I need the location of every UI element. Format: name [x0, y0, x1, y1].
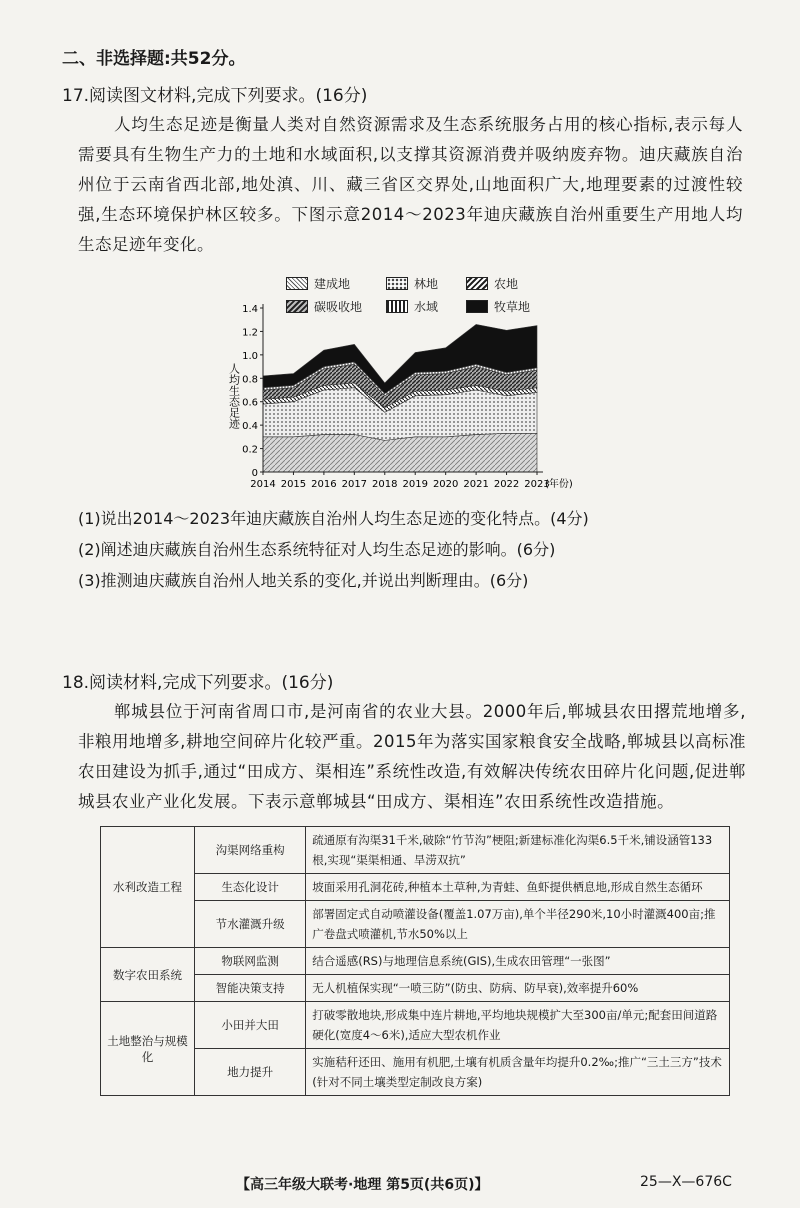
table-item-name: 智能决策支持: [194, 975, 305, 1002]
table-item-desc: 无人机植保实现“一喷三防”(防虫、防病、防早衰),效率提升60%: [306, 975, 730, 1002]
question-18-heading: 18.阅读材料,完成下列要求。(16分): [62, 673, 334, 693]
section-title: 二、非选择题:共52分。: [62, 49, 246, 69]
y-tick-label: 0: [251, 468, 258, 479]
legend-built-land: 建成地: [286, 275, 386, 292]
page-footer: 【高三年级大联考·地理 第5页(共6页)】: [236, 1177, 489, 1193]
table-item-desc: 打破零散地块,形成集中连片耕地,平均地块规模扩大至300亩/单元;配套田间道路硬化(宽度4～6米),适应大型农机作业: [306, 1002, 730, 1049]
table-row: [101, 975, 730, 1002]
ecological-footprint-chart: [200, 300, 573, 500]
y-tick-label: 1.4: [242, 304, 258, 315]
table-category: 数字农田系统: [101, 948, 195, 1002]
x-tick-label: 2022: [493, 479, 520, 490]
table-item-desc: 疏通原有沟渠31千米,破除“竹节沟”梗阻;新建标准化沟渠6.5千米,铺设涵管133根,实现“渠渠相通、旱涝双抗”: [306, 827, 730, 874]
question-18-passage: 郸城县位于河南省周口市,是河南省的农业大县。2000年后,郸城县农田撂荒地增多,非粮用地增多,耕地空间碎片化较严重。2015年为落实国家粮食安全战略,郸城县以高标准农田建设为抓手,通过“田成方、渠相连”系统性改造,有效解决传统农田碎片化问题,促进郸城县农业产业化发展。下表示意郸城县“田成方、渠相连”农田系统性改造措施。: [78, 702, 746, 811]
table-item-desc: 实施秸秆还田、施用有机肥,土壤有机质含量年均提升0.2‰;推广“三土三方”技术(针对不同土壤类型定制改良方案): [306, 1049, 730, 1096]
legend-pasture: 牧草地: [466, 298, 546, 315]
y-tick-label: 1.2: [242, 327, 258, 339]
area-series-0: [263, 433, 537, 472]
x-tick-label: 2017: [341, 479, 368, 490]
question-17-part-3: (3)推测迪庆藏族自治州人地关系的变化,并说出判断理由。(6分): [78, 571, 529, 590]
x-tick-label: 2023: [524, 479, 550, 490]
question-17-passage: 人均生态足迹是衡量人类对自然资源需求及生态系统服务占用的核心指标,表示每人需要具有生物生产力的土地和水域面积,以支撑其资源消费并吸纳废弃物。迪庆藏族自治州位于云南省西北部,地处滇、川、藏三省区交界处,山地面积广大,地理要素的过渡性较强,生态环境保护林区较多。下图示意2014～2023年迪庆藏族自治州重要生产用地人均生态足迹年变化。: [78, 115, 743, 254]
table-row: [101, 901, 730, 948]
y-tick-label: 1.0: [242, 350, 258, 362]
table-category: 水利改造工程: [101, 827, 195, 948]
x-tick-label: 2020: [432, 479, 459, 490]
table-item-name: 小田并大田: [194, 1002, 305, 1049]
legend-carbon: 碳吸收地: [286, 298, 386, 315]
y-tick-label: 0.4: [242, 421, 258, 433]
legend-water: 水域: [386, 298, 466, 315]
x-tick-label: 2018: [372, 479, 398, 490]
x-tick-label: 2014: [250, 479, 276, 490]
table-row: [101, 874, 730, 901]
table-item-name: 沟渠网络重构: [194, 827, 305, 874]
table-row: [101, 948, 730, 975]
question-17-part-1: (1)说出2014～2023年迪庆藏族自治州人均生态足迹的变化特点。(4分): [78, 509, 589, 528]
x-tick-label: 2021: [463, 479, 489, 490]
question-17-heading: 17.阅读图文材料,完成下列要求。(16分): [62, 86, 368, 106]
table-row: [101, 827, 730, 874]
x-tick-label: 2015: [280, 479, 307, 490]
paper-code: 25—X—676C: [640, 1174, 732, 1190]
x-tick-label: 2016: [311, 479, 337, 490]
table-item-desc: 部署固定式自动喷灌设备(覆盖1.07万亩),单个半径290米,10小时灌溉400亩;推广卷盘式喷灌机,节水50%以上: [306, 901, 730, 948]
measures-table: [100, 826, 730, 1096]
y-axis-label: 人均生态足迹: [227, 363, 241, 429]
table-item-name: 地力提升: [194, 1049, 305, 1096]
table-item-name: 物联网监测: [194, 948, 305, 975]
table-item-desc: 结合遥感(RS)与地理信息系统(GIS),生成农田管理“一张图”: [306, 948, 730, 975]
y-tick-label: 0.2: [242, 444, 258, 456]
table-item-name: 生态化设计: [194, 874, 305, 901]
y-tick-label: 0.8: [242, 374, 258, 386]
legend-cropland: 农地: [466, 275, 546, 292]
table-row: [101, 1002, 730, 1049]
question-17-part-2: (2)阐述迪庆藏族自治州生态系统特征对人均生态足迹的影响。(6分): [78, 540, 556, 559]
x-axis-label: (年份): [545, 479, 573, 490]
table-item-desc: 坡面采用孔洞花砖,种植本土草种,为青蛙、鱼虾提供栖息地,形成自然生态循环: [306, 874, 730, 901]
x-tick-label: 2019: [402, 479, 428, 490]
table-item-name: 节水灌溉升级: [194, 901, 305, 948]
table-row: [101, 1049, 730, 1096]
legend-forest: 林地: [386, 275, 466, 292]
y-tick-label: 0.6: [242, 397, 258, 409]
table-category: 土地整治与规模化: [101, 1002, 195, 1096]
